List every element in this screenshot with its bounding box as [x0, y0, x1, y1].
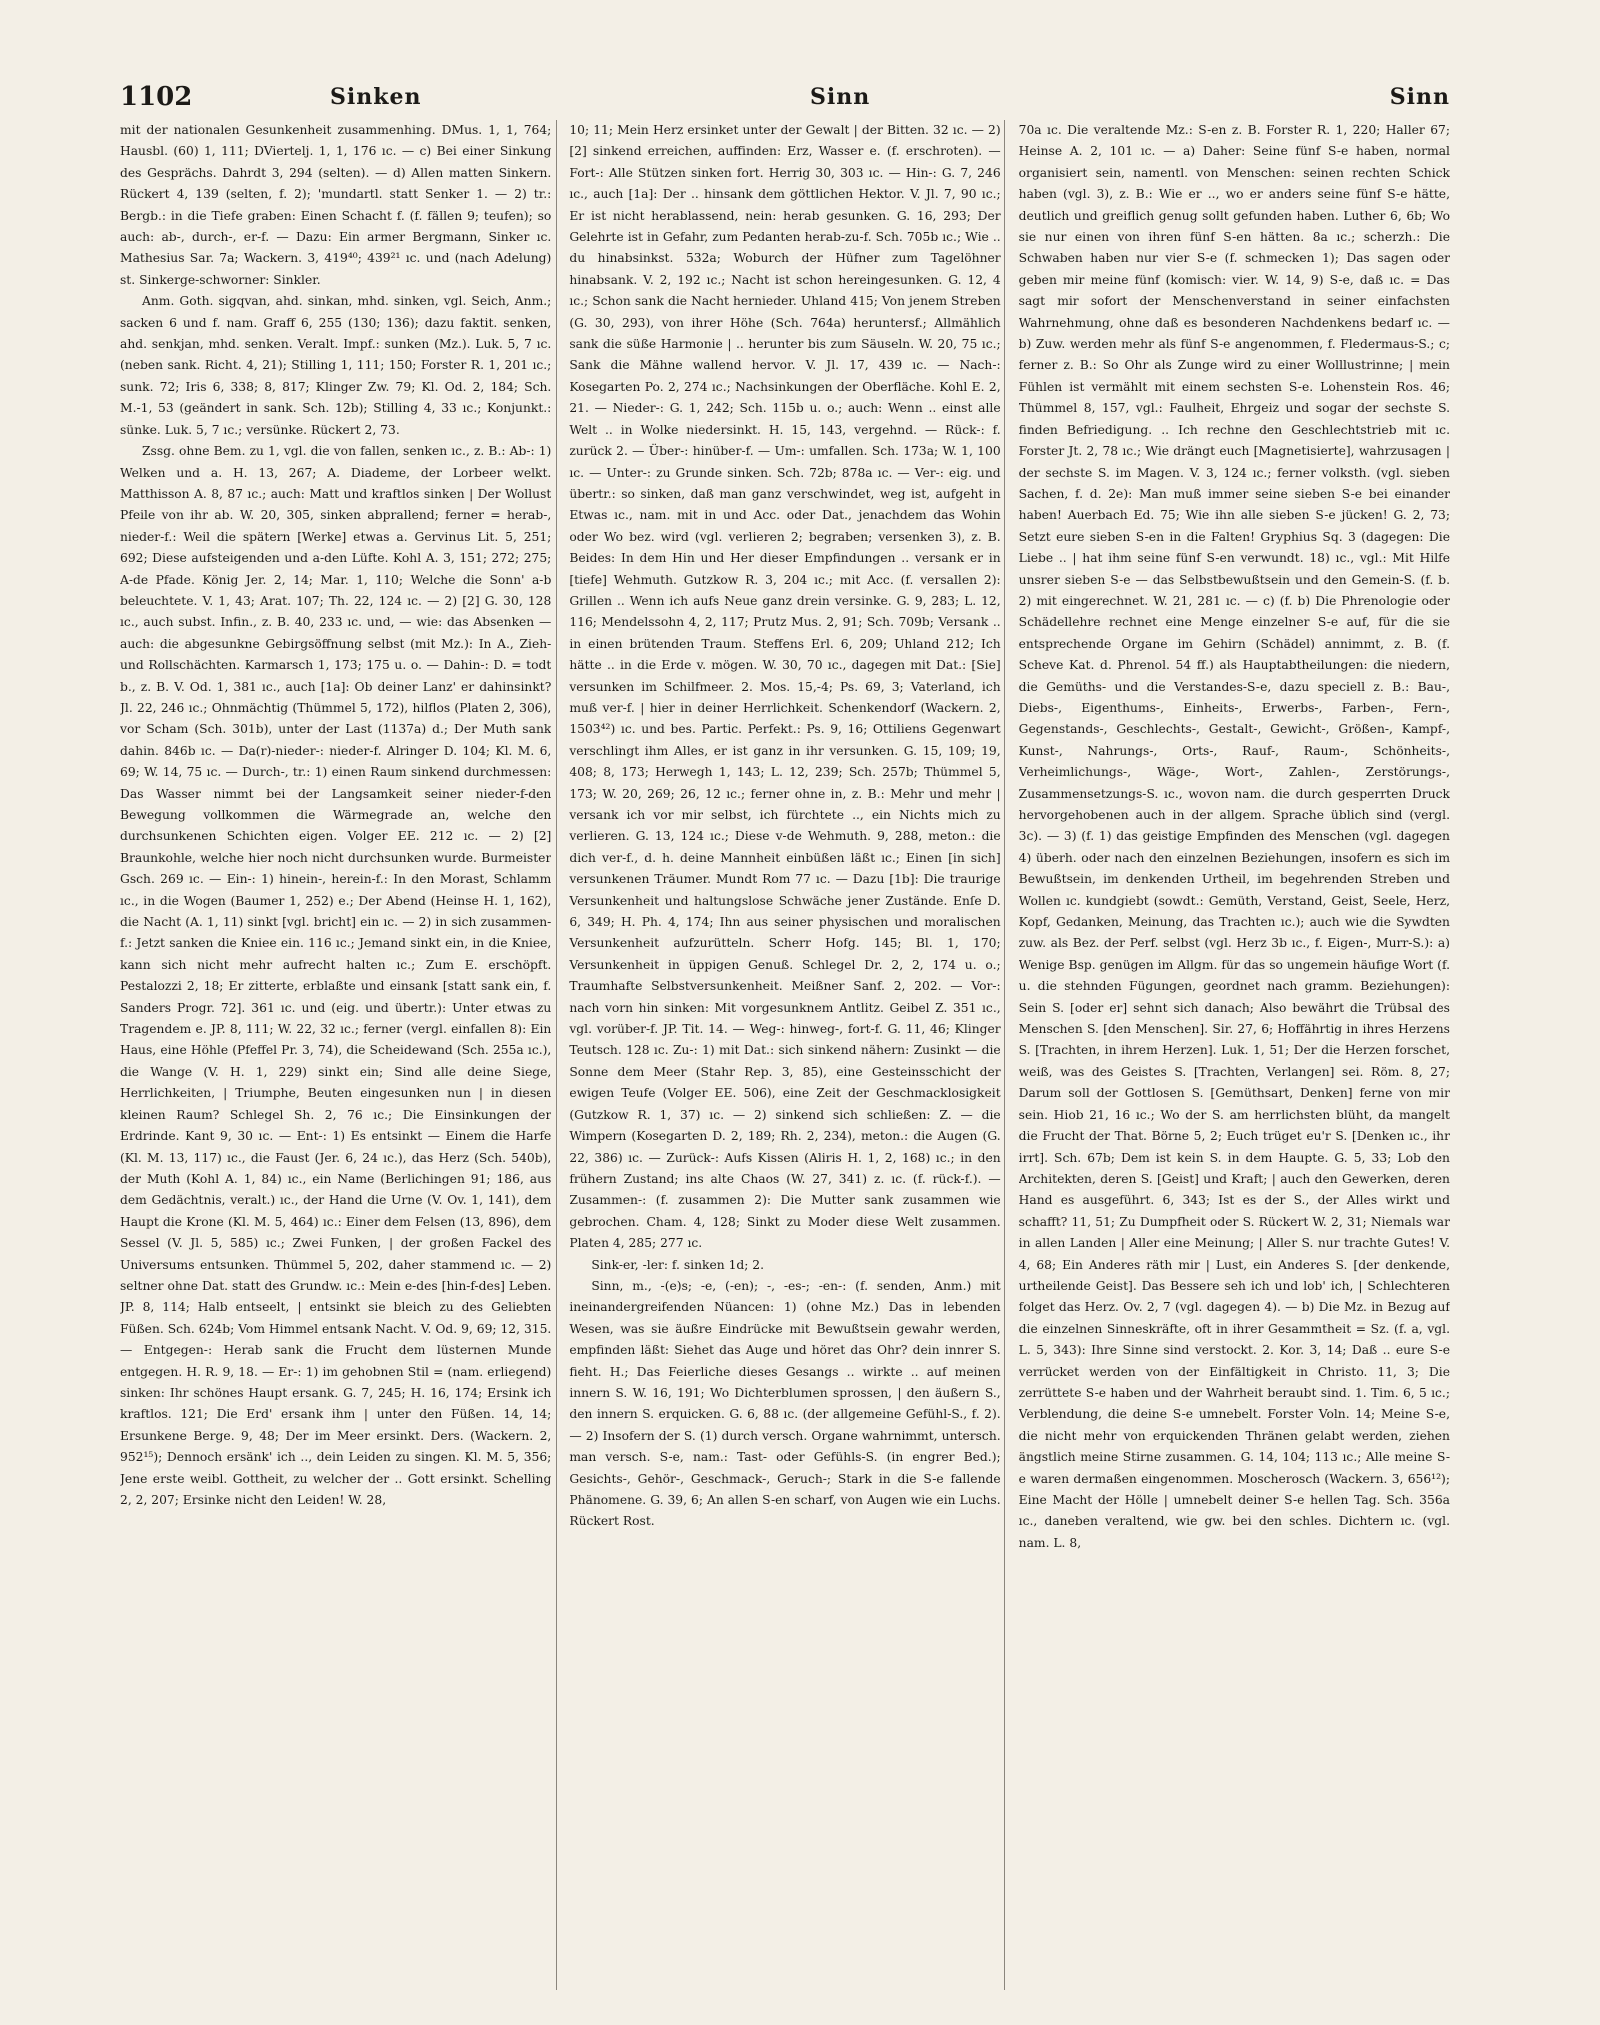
- running-head-left: Sinken: [330, 84, 422, 110]
- text-columns: [120, 120, 1450, 1990]
- entry-paragraph: Sinn, m., -(e)s; -e, (-en); -, -es-; -en-: (f. senden, Anm.) mit ineinandergreifenden Nüancen: 1) (ohne Mz.) Das in lebenden Wesen, was sie äußre Eindrücke mit Bewußtsein gewahr werden, empfinden läßt: Siehet das Auge und höret das Ohr? dein innrer S. fieht. H.; Das Feierliche dieses Gesangs .. wirkte .. auf meinen innern S. W. 16, 191; Wo Dichterblumen sprossen, | den äußern S., den innern S. erquicken. G. 6, 88 ıc. (der allgemeine Gefühl-S., f. 2). — 2) Insofern der S. (1) durch versch. Organe wahrnimmt, untersch. man versch. S-e, nam.: Tast- oder Gefühls-S. (in engrer Bed.); Gesichts-, Gehör-, Geschmack-, Geruch-; Stark in die S-e fallende Phänomene. G. 39, 6; An allen S-en scharf, von Augen wie ein Luchs. Rückert Rost.: [569, 1278, 1001, 1529]
- running-head-right: Sinn: [1389, 84, 1450, 110]
- entry-paragraph: Zssg. ohne Bem. zu 1, vgl. die von fallen, senken ıc., z. B.: Ab-: 1) Welken und a. H. 13, 267; A. Diademe, der Lorbeer welkt. Matthisson A. 8, 87 ıc.; auch: Matt und kraftlos sinken | Der Wollust Pfeile von ihr ab. W. 20, 305, sinken abprallend; ferner = herab-, nieder-f.: Weil die spätern [Werke] etwas a. Gervinus Lit. 5, 251; 692; Diese aufsteigenden und a-den Lüfte. Kohl A. 3, 151; 272; 275; A-de Pfade. König Jer. 2, 14; Mar. 1, 110; Welche die Sonn' a-b beleuchtete. V. 1, 43; Arat. 107; Th. 22, 124 ıc. — 2) [2] G. 30, 128 ıc., auch subst. Infin., z. B. 40, 233 ıc. und, — wie: das Absenken — auch: die abgesunkne Gebirgsöffnung selbst (mit Mz.): In A., Zieh- und Rollschächten. Karmarsch 1, 173; 175 u. o. — Dahin-: D. = todt b., z. B. V. Od. 1, 381 ıc., auch [1a]: Ob deiner Lanz' er dahinsinkt? Jl. 22, 246 ıc.; Ohnmächtig (Thümmel 5, 172), hilflos (Platen 2, 306), vor Scham (Sch. 301b), unter der Last (1137a) d.; Der Muth sank dahin. 846b ıc. — Da(r)-nieder-: nieder-f. Alringer D. 104; Kl. M. 6, 69; W. 14, 75 ıc. — Durch-, tr.: 1) einen Raum sinkend durchmessen: Das Wasser nimmt bei der Langsamkeit seiner nieder-f-den Bewegung vollkommen die Wärmegrade an, welche den durchsunkenen Schichten eigen. Volger EE. 212 ıc. — 2) [2] Braunkohle, welche hier noch nicht durchsunken wurde. Burmeister Gsch. 269 ıc. — Ein-: 1) hinein-, herein-f.: In den Morast, Schlamm ıc., in die Wogen (Baumer 1, 252) e.; Der Abend (Heinse H. 1, 162), die Nacht (A. 1, 11) sinkt [vgl. bricht] ein ıc. — 2) in sich zusammen-f.: Jetzt sanken die Kniee ein. 116 ıc.; Jemand sinkt ein, in die Kniee, kann sich nicht mehr aufrecht halten ıc.; Zum E. erschöpft. Pestalozzi 2, 18; Er zitterte, erblaßte und einsank [statt sank ein, f. Sanders Progr. 72]. 361 ıc. und (eig. und übertr.): Unter etwas zu Tragendem e. JP. 8, 111; W. 22, 32 ıc.; ferner (vergl. einfallen 8): Ein Haus, eine Höhle (Pfeffel Pr. 3, 74), die Scheidewand (Sch. 255a ıc.), die Wange (V. H. 1, 229) sinkt ein; Sind alle deine Siege, Herrlichkeiten, | Triumphe, Beuten eingesunken nun | in diesen kleinen Raum? Schlegel Sh. 2, 76 ıc.; Die Einsinkungen der Erdrinde. Kant 9, 30 ıc. — Ent-: 1) Es entsinkt — Einem die Harfe (Kl. M. 13, 117) ıc., die Faust (Jer. 6, 24 ıc.), das Herz (Sch. 540b), der Muth (Kohl A. 1, 84) ıc., ein Name (Berlichingen 91; 186, aus dem Gedächtnis, veralt.) ıc., der Hand die Urne (V. Ov. 1, 141), dem Haupt die Krone (Kl. M. 5, 464) ıc.: Einer dem Felsen (13, 896), dem Sessel (V. Jl. 5, 585) ıc.; Zwei Funken, | der großen Fackel des Universums entsunken. Thümmel 5, 202, daher stammend ıc. — 2) seltner ohne Dat. statt des Grundw. ıc.: Mein e-des [hin-f-des] Leben. JP. 8, 114; Halb entseelt, | entsinkt sie bleich zu des Geliebten Füßen. Sch. 624b; Vom Himmel entsank Nacht. V. Od. 9, 69; 12, 315. — Entgegen-: Herab sank die Frucht dem lüsternen Munde entgegen. H. R. 9, 18. — Er-: 1) im gehobnen Stil = (nam. erliegend) sinken: Ihr schönes Haupt ersank. G. 7, 245; H. 16, 174; Ersink ich kraftlos. 121; Die Erd' ersank ihm | unter den Füßen. 14, 14; Ersunkene Berge. 9, 48; Der im Meer ersinkt. Ders. (Wackern. 2, 952¹⁵); Dennoch ersänk' ich .., dein Leiden zu singen. Kl. M. 5, 356; Jene erste weibl. Gottheit, zu welcher der .. Gott ersinkt. Schelling 2, 2, 207; Ersinke nicht den Leiden! W. 28,: [120, 444, 552, 1507]
- entry-paragraph: 10; 11; Mein Herz ersinket unter der Gewalt | der Bitten. 32 ıc. — 2) [2] sinkend erreichen, auffinden: Erz, Wasser e. (f. erschroten). — Fort-: Alle Stützen sinken fort. Herrig 30, 303 ıc. — Hin-: G. 7, 246 ıc., auch [1a]: Der .. hinsank dem göttlichen Hektor. V. Jl. 7, 90 ıc.; Er ist nicht herablassend, nein: herab gesunken. G. 16, 293; Der Gelehrte ist in Gefahr, zum Pedanten herab-zu-f. Sch. 705b ıc.; Wie .. du hinabsinkst. 532a; Woburch der Hüfner zum Tagelöhner hinabsank. V. 2, 192 ıc.; Nacht ist schon hereingesunken. G. 12, 4 ıc.; Schon sank die Nacht hernieder. Uhland 415; Von jenem Streben (G. 30, 293), von ihrer Höhe (Sch. 764a) heruntersf.; Allmählich sank die süße Harmonie | .. herunter bis zum Säuseln. W. 20, 75 ıc.; Sank die Mähne wallend hervor. V. Jl. 17, 439 ıc. — Nach-: Kosegarten Po. 2, 274 ıc.; Nachsinkungen der Oberfläche. Kohl E. 2, 21. — Nieder-: G. 1, 242; Sch. 115b u. o.; auch: Wenn .. einst alle Welt .. in Wolke niedersinkt. H. 15, 143, vergehnd. — Rück-: f. zurück 2. — Über-: hinüber-f. — Um-: umfallen. Sch. 173a; W. 1, 100 ıc. — Unter-: zu Grunde sinken. Sch. 72b; 878a ıc. — Ver-: eig. und übertr.: so sinken, daß man ganz verschwindet, weg ist, aufgeht in Etwas ıc., nam. mit in und Acc. oder Dat., jenachdem das Wohin oder Wo bez. wird (vgl. verlieren 2; begraben; versenken 3), z. B. Beides: In dem Hin und Her dieser Empfindungen .. versank er in [tiefe] Wehmuth. Gutzkow R. 3, 204 ıc.; mit Acc. (f. versallen 2): Grillen .. Wenn ich aufs Neue ganz drein versinke. G. 9, 283; L. 12, 116; Mendelssohn 4, 2, 117; Prutz Mus. 2, 91; Sch. 709b; Versank .. in einen brütenden Traum. Steffens Erl. 6, 209; Uhland 212; Ich hätte .. in die Erde v. mögen. W. 30, 70 ıc., dagegen mit Dat.: [Sie] versunken im Schilfmeer. 2. Mos. 15,-4; Ps. 69, 3; Vaterland, ich muß ver-f. | hier in deiner Herrlichkeit. Schenkendorf (Wackern. 2, 1503⁴²) ıc. und bes. Partic. Perfekt.: Ps. 9, 16; Ottiliens Gegenwart verschlingt ihm Alles, er ist ganz in ihr versunken. G. 15, 109; 19, 408; 8, 173; Herwegh 1, 143; L. 12, 239; Sch. 257b; Thümmel 5, 173; W. 20, 269; 26, 12 ıc.; ferner ohne in, z. B.: Mehr und mehr | versank ich vor mir selbst, ich fürchtete .., ein Nichts mich zu verlieren. G. 13, 124 ıc.; Diese v-de Wehmuth. 9, 288, meton.: die dich ver-f., d. h. deine Mannheit einbüßen läßt ıc.; Einen [in sich] versunkenen Träumer. Mundt Rom 77 ıc. — Dazu [1b]: Die traurige Versunkenheit und haltungslose Schwäche jener Zustände. Enſe D. 6, 349; H. Ph. 4, 174; Ihn aus seiner physischen und moralischen Versunkenheit aufzurütteln. Scherr Hofg. 145; Bl. 1, 170; Versunkenheit in üppigen Genuß. Schlegel Dr. 2, 2, 174 u. o.; Traumhafte Selbstversunkenheit. Meißner Sanf. 2, 202. — Vor-: nach vorn hin sinken: Mit vorgesunknem Antlitz. Geibel Z. 351 ıc., vgl. vorüber-f. JP. Tit. 14. — Weg-: hinweg-, fort-f. G. 11, 46; Klinger Teutsch. 128 ıc. Zu-: 1) mit Dat.: sich sinkend nähern: Zusinkt — die Sonne dem Meer (Stahr Rep. 3, 85), eine Gesteinsschicht der ewigen Teufe (Volger EE. 506), eine Zeit der Geschmacklosigkeit (Gutzkow R. 1, 37) ıc. — 2) sinkend sich schließen: Z. — die Wimpern (Kosegarten D. 2, 189; Rh. 2, 234), meton.: die Augen (G. 22, 386) ıc. — Zurück-: Aufs Kissen (Aliris H. 1, 2, 168) ıc.; in den frühern Zustand; ins alte Chaos (W. 27, 341) z. ıc. (f. rück-f.). — Zusammen-: (f. zusammen 2): Die Mutter sank zusammen wie gebrochen. Cham. 4, 128; Sinkt zu Moder diese Welt zusammen. Platen 4, 285; 277 ıc.: [569, 123, 1001, 1251]
- entry-paragraph: Anm. Goth. sigqvan, ahd. sinkan, mhd. sinken, vgl. Seich, Anm.; sacken 6 und f. nam. Graff 6, 255 (130; 136); dazu faktit. senken, ahd. senkjan, mhd. senken. Veralt. Impf.: sunken (Mz.). Luk. 5, 7 ıc. (neben sank. Richt. 4, 21); Stilling 1, 111; 150; Forster R. 1, 201 ıc.; sunk. 72; Iris 6, 338; 8, 817; Klinger Zw. 79; Kl. Od. 2, 184; Sch. M.-1, 53 (geändert in sank. Sch. 12b); Stilling 4, 33 ıc.; Konjunkt.: sünke. Luk. 5, 7 ıc.; versünke. Rückert 2, 73.: [120, 294, 552, 437]
- column-middle: [569, 120, 1000, 1990]
- entry-paragraph: mit der nationalen Gesunkenheit zusammenhing. DMus. 1, 1, 764; Hausbl. (60) 1, 111; DViertelj. 1, 1, 176 ıc. — c) Bei einer Sinkung des Gesprächs. Dahrdt 3, 294 (selten). — d) Allen matten Sinkern. Rückert 4, 139 (selten, f. 2); 'mundartl. statt Senker 1. — 2) tr.: Bergb.: in die Tiefe graben: Einen Schacht f. (f. fällen 9; teufen); so auch: ab-, durch-, er-f. — Dazu: Ein armer Bergmann, Sinker ıc. Mathesius Sar. 7a; Wackern. 3, 419⁴⁰; 439²¹ ıc. und (nach Adelung) st. Sinkerge-schworner: Sinkler.: [120, 123, 552, 287]
- entry-paragraph: 70a ıc. Die veraltende Mz.: S-en z. B. Forster R. 1, 220; Haller 67; Heinse A. 2, 101 ıc. — a) Daher: Seine fünf S-e haben, normal organisiert sein, namentl. von Menschen: seinen rechten Schick haben (vgl. 3), z. B.: Wie er .., wo er anders seine fünf S-e hätte, deutlich und greiflich genug sollt gefunden haben. Luther 6, 6b; Wo sie nur einen von ihren fünf S-en hätten. 8a ıc.; scherzh.: Die Schwaben haben nur vier S-e (f. schmecken 1); Das sagen oder geben mir meine fünf (komisch: vier. W. 14, 9) S-e, daß ıc. = Das sagt mir sofort der Menschenverstand in seiner einfachsten Wahrnehmung, ohne daß es besonderen Nachdenkens bedarf ıc. — b) Zuw. werden mehr als fünf S-e angenommen, f. Fledermaus-S.; c; ferner z. B.: So Ohr als Zunge wird zu einer Wolllustrinne; | mein Fühlen ist vermählt mit einem sechsten S-e. Lohenstein Ros. 46; Thümmel 8, 157, vgl.: Faulheit, Ehrgeiz und sogar der sechste S. finden Befriedigung. .. Ich rechne den Geschlechtstrieb mit ıc. Forster Jt. 2, 78 ıc.; Wie drängt euch [Magnetisierte], wahrzusagen | der sechste S. im Magen. V. 3, 124 ıc.; ferner volksth. (vgl. sieben Sachen, f. d. 2e): Man muß immer seine sieben S-e bei einander haben! Auerbach Ed. 75; Wie ihn alle sieben S-e jücken! G. 2, 73; Setzt eure sieben S-en in die Falten! Gryphius Sq. 3 (dagegen: Die Liebe .. | hat ihm seine fünf S-en verwundt. 18) ıc., vgl.: Mit Hilfe unsrer sieben S-e — das Selbstbewußtsein und den Gemein-S. (f. b. 2) mit eingerechnet. W. 21, 281 ıc. — c) (f. b) Die Phrenologie oder Schädellehre rechnet eine Menge einzelner S-e auf, für die sie entsprechende Organe im Gehirn (Schädel) annimmt, z. B. (f. Scheve Kat. d. Phrenol. 54 ff.) als Hauptabtheilungen: die niedern, die Gemüths- und die Verstandes-S-e, dazu speciell z. B.: Bau-, Diebs-, Eigenthums-, Einheits-, Erwerbs-, Farben-, Fern-, Gegenstands-, Geschlechts-, Gestalt-, Gewicht-, Größen-, Kampf-, Kunst-, Nahrungs-, Orts-, Rauf-, Raum-, Schönheits-, Verheimlichungs-, Wäge-, Wort-, Zahlen-, Zerstörungs-, Zusammensetzungs-S. ıc., wovon nam. die durch gesperrten Druck hervorgehobenen auch in der allgem. Sprache üblich sind (vergl. 3c). — 3) (f. 1) das geistige Empfinden des Menschen (vgl. dagegen 4) überh. oder nach den einzelnen Beziehungen, insofern es sich im Bewußtsein, im denkenden Urtheil, im begehrenden Streben und Wollen ıc. kundgiebt (sowdt.: Gemüth, Verstand, Geist, Seele, Herz, Kopf, Gedanken, Meinung, das Trachten ıc.); auch wie die Sywdten zuw. als Bez. der Perf. selbst (vgl. Herz 3b ıc., f. Eigen-, Murr-S.): a) Wenige Bsp. genügen im Allgm. für das so ungemein häufige Wort (f. u. die stehnden Fügungen, geordnet nach gramm. Beziehungen): Sein S. [oder er] sehnt sich danach; Also bewährt die Trübsal des Menschen S. [den Menschen]. Sir. 27, 6; Hoffährtig in ihres Herzens S. [Trachten, in ihrem Herzen]. Luk. 1, 51; Der die Herzen forschet, weiß, was des Geistes S. [Trachten, Verlangen] sei. Röm. 8, 27; Darum soll der Gottlosen S. [Gemüthsart, Denken] ferne von mir sein. Hiob 21, 16 ıc.; Wo der S. am herrlichsten blüht, da mangelt die Frucht der That. Börne 5, 2; Euch trüget eu'r S. [Denken ıc., ihr irrt]. Sch. 67b; Dem ist kein S. in dem Haupte. G. 5, 33; Lob den Architekten, deren S. [Geist] und Kraft; | auch den Gewerken, deren Hand es ausgeführt. 6, 343; Ist es der S., der Alles wirkt und schafft? 11, 51; Zu Dumpfheit oder S. Rückert W. 2, 31; Niemals war in allen Landen | Aller eine Meinung; | Aller S. nur trachte Gutes! V. 4, 68; Ein Anderes räth mir | Lust, ein Anderes S. [der denkende, urtheilende Geist]. Das Bessere seh ich und lob' ich, | Schlechteren folget das Herz. Ov. 2, 7 (vgl. dagegen 4). — b) Die Mz. in Bezug auf die einzelnen Sinneskräfte, oft in ihrer Gesammtheit = Sz. (f. a, vgl. L. 5, 343): Ihre Sinne sind verstockt. 2. Kor. 3, 14; Daß .. eure S-e verrücket werden von der Einfältigkeit in Christo. 11, 3; Die zerrüttete S-e haben und der Wahrheit beraubt sind. 1. Tim. 6, 5 ıc.; Verblendung, die deine S-e umnebelt. Forster Voln. 14; Meine S-e, die nicht mehr von erquickenden Thränen gelabt werden, ziehen ängstlich meine Stirne zusammen. G. 14, 104; 113 ıc.; Alle meine S-e waren dermaßen eingenommen. Moscherosch (Wackern. 3, 656¹²); Eine Macht der Hölle | umnebelt deiner S-e hellen Tag. Sch. 356a ıc., daneben veraltend, wie gw. bei den schles. Dichtern ıc. (vgl. nam. L. 8,: [1018, 123, 1450, 1550]
- column-left: [120, 120, 551, 1990]
- entry-paragraph: Sink-er, -ler: f. sinken 1d; 2.: [591, 1257, 765, 1272]
- running-head-center: Sinn: [810, 84, 871, 110]
- page-number: 1102: [120, 82, 193, 112]
- column-right: [1019, 120, 1450, 1990]
- page-header: [120, 82, 1450, 118]
